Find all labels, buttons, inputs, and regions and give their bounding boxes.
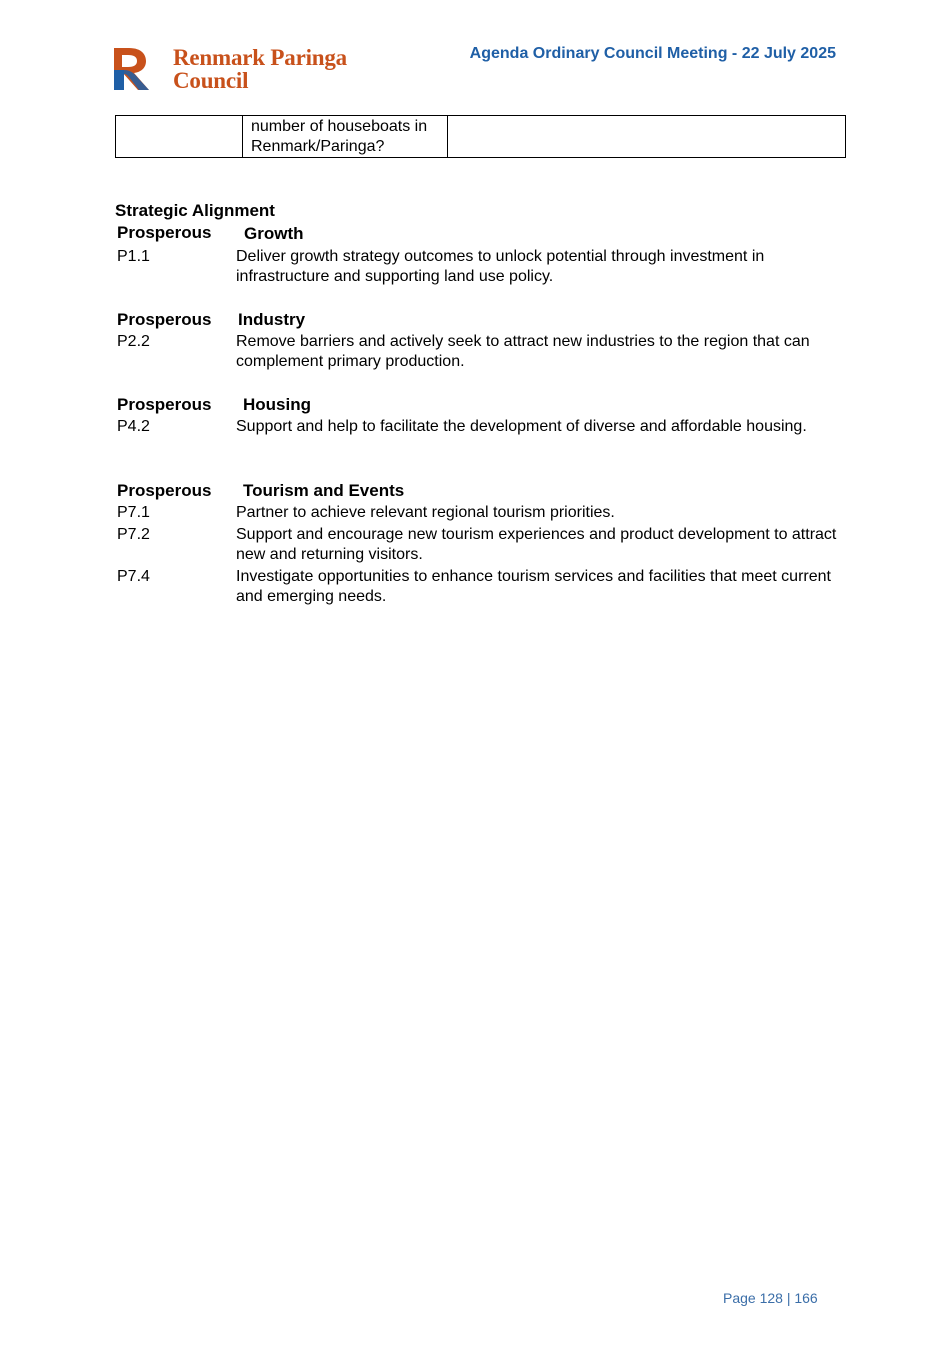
alignment-group-tourism: [117, 481, 847, 609]
council-name: [173, 46, 347, 92]
group-category: Prosperous: [117, 310, 212, 329]
table-cell-1: [116, 116, 243, 158]
group-heading: [117, 310, 847, 332]
group-heading: [117, 481, 847, 503]
group-heading: [117, 395, 847, 417]
alignment-item: [117, 567, 847, 607]
council-name-line1: Renmark Paringa: [173, 45, 347, 70]
group-topic: Growth: [244, 224, 304, 243]
council-logo: [112, 46, 347, 94]
item-description: Partner to achieve relevant regional tourism priorities.: [236, 504, 615, 521]
alignment-item: [117, 503, 847, 523]
table-cell-2: number of houseboats in Renmark/Paringa?: [243, 116, 448, 158]
item-code: P1.1: [117, 248, 150, 265]
item-code: P4.2: [117, 418, 150, 435]
item-description: Investigate opportunities to enhance tourism services and facilities that meet current and emerging needs.: [236, 568, 831, 605]
group-category: Prosperous: [117, 395, 212, 414]
alignment-group-industry: [117, 310, 847, 374]
table-row: [116, 116, 846, 158]
group-category: Prosperous: [117, 481, 212, 500]
alignment-group-growth: [117, 223, 847, 289]
continued-table: [115, 115, 846, 158]
group-heading: [117, 223, 847, 245]
item-description: Support and help to facilitate the development of diverse and affordable housing.: [236, 418, 807, 435]
item-code: P7.1: [117, 504, 150, 521]
strategic-alignment-heading: Strategic Alignment: [115, 201, 275, 220]
page-number: Page 128 | 166: [723, 1290, 818, 1306]
alignment-item: [117, 417, 847, 437]
alignment-item: [117, 332, 847, 372]
table-cell-3: [448, 116, 846, 158]
group-topic: Housing: [243, 395, 311, 414]
alignment-group-housing: [117, 395, 847, 439]
item-description: Remove barriers and actively seek to attract new industries to the region that can complement primary production.: [236, 333, 810, 370]
council-logo-icon: [112, 46, 152, 92]
agenda-title: Agenda Ordinary Council Meeting - 22 July 2025: [469, 45, 836, 62]
item-description: Deliver growth strategy outcomes to unlock potential through investment in infrastructure and supporting land use policy.: [236, 248, 765, 285]
item-code: P7.4: [117, 568, 150, 585]
item-description: Support and encourage new tourism experiences and product development to attract new and returning visitors.: [236, 526, 837, 563]
alignment-item: [117, 525, 847, 565]
group-category: Prosperous: [117, 223, 212, 242]
item-code: P7.2: [117, 526, 150, 543]
group-topic: Tourism and Events: [243, 481, 405, 500]
item-code: P2.2: [117, 333, 150, 350]
alignment-item: [117, 247, 847, 287]
council-name-line2: Council: [173, 68, 249, 93]
group-topic: Industry: [238, 310, 306, 329]
